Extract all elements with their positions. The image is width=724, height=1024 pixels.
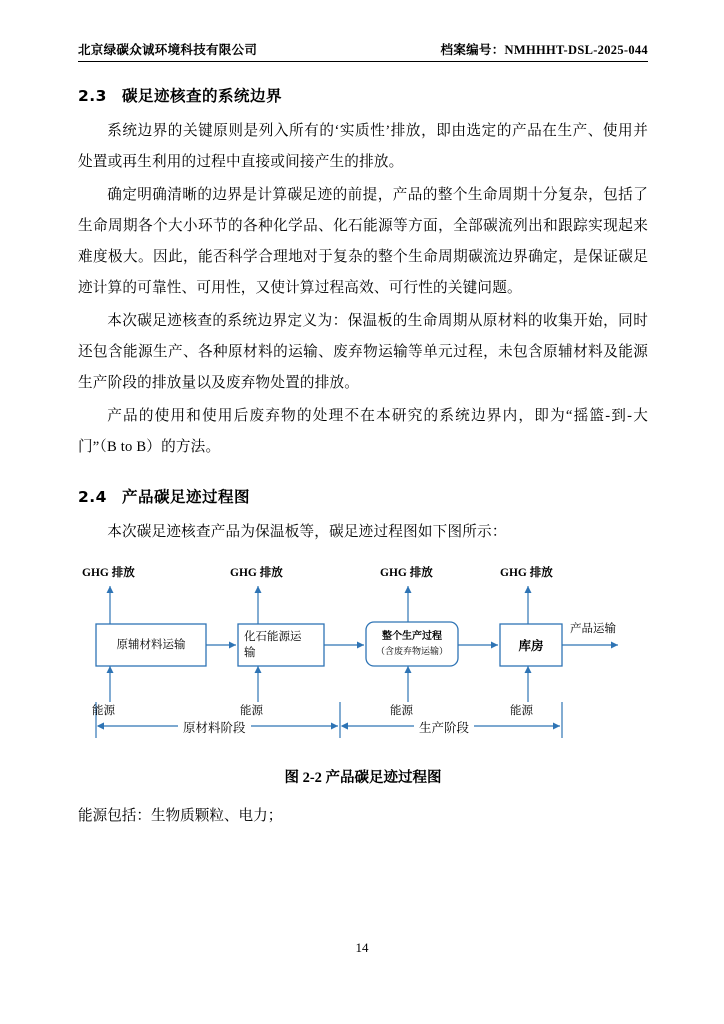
section-title-2-4: 产品碳足迹过程图 xyxy=(122,488,251,506)
energy-label-4: 能源 xyxy=(510,705,533,717)
ghg-label-2: GHG 排放 xyxy=(230,567,283,579)
page-content xyxy=(78,40,648,831)
process-box-2-label-line1: 化石能源运 xyxy=(244,631,302,643)
process-box-4 xyxy=(500,624,562,666)
stage-label-1: 原材料阶段 xyxy=(178,718,251,736)
section-heading-2-3 xyxy=(78,84,648,106)
energy-label-1: 能源 xyxy=(92,705,115,717)
section-title-2-3: 碳足迹核查的系统边界 xyxy=(122,87,283,105)
energy-note: 能源包括：生物质颗粒、电力； xyxy=(78,808,283,824)
process-box-3-label-line2: （含废弃物运输） xyxy=(375,646,448,656)
energy-label-2: 能源 xyxy=(240,705,263,717)
header-archive-label: 档案编号： xyxy=(440,43,505,57)
process-box-3-label-line1: 整个生产过程 xyxy=(382,631,442,642)
process-box-2 xyxy=(238,624,324,666)
output-label: 产品运输 xyxy=(570,623,616,635)
section-heading-2-4 xyxy=(78,485,648,507)
ghg-label-1: GHG 排放 xyxy=(82,567,135,579)
section-number-2-4: 2.4 xyxy=(78,488,107,506)
page-number: 14 xyxy=(355,940,369,955)
page-header xyxy=(78,40,648,62)
process-box-1 xyxy=(96,624,206,666)
process-box-2-label-line2: 输 xyxy=(244,647,256,659)
header-company: 北京绿碳众诚环境科技有限公司 xyxy=(78,43,258,57)
section-number-2-3: 2.3 xyxy=(78,87,107,105)
paragraph: 确定明确清晰的边界是计算碳足迹的前提，产品的整个生命周期十分复杂，包括了生命周期各个大小环节的各种化学品、化石能源等方面，全部碳流列出和跟踪实现起来难度极大。因此，能否科学合理地对于复杂的整个生命周期碳流边界确定，是保证碳足迹计算的可靠性、可用性，又使计算过程高效、可行性的关键问题。 xyxy=(78,187,648,296)
header-archive-number: NMHHHT-DSL-2025-044 xyxy=(504,43,648,57)
process-box-4-label: 库房 xyxy=(518,639,544,653)
paragraph: 系统边界的关键原则是列入所有的‘实质性’排放，即由选定的产品在生产、使用并处置或再生利用的过程中直接或间接产生的排放。 xyxy=(78,123,648,170)
ghg-label-4: GHG 排放 xyxy=(500,567,553,579)
paragraph: 本次碳足迹核查产品为保温板等，碳足迹过程图如下图所示： xyxy=(107,524,507,540)
process-diagram xyxy=(78,562,648,762)
paragraph: 本次碳足迹核查的系统边界定义为：保温板的生命周期从原材料的收集开始，同时还包含能源生产、各种原材料的运输、废弃物运输等单元过程，未包含原辅材料及能源生产阶段的排放量以及废弃物处置的排放。 xyxy=(78,313,648,391)
stage-label-2: 生产阶段 xyxy=(414,718,474,736)
energy-label-3: 能源 xyxy=(390,705,413,717)
paragraph: 产品的使用和使用后废弃物的处理不在本研究的系统边界内，即为“摇篮-到-大门”（B to B）的方法。 xyxy=(78,408,648,455)
process-box-1-label: 原辅材料运输 xyxy=(116,638,186,651)
ghg-label-3: GHG 排放 xyxy=(380,567,433,579)
figure-caption: 图 2-2 产品碳足迹过程图 xyxy=(284,770,442,786)
header-archive xyxy=(441,40,648,58)
process-box-3 xyxy=(366,622,458,666)
